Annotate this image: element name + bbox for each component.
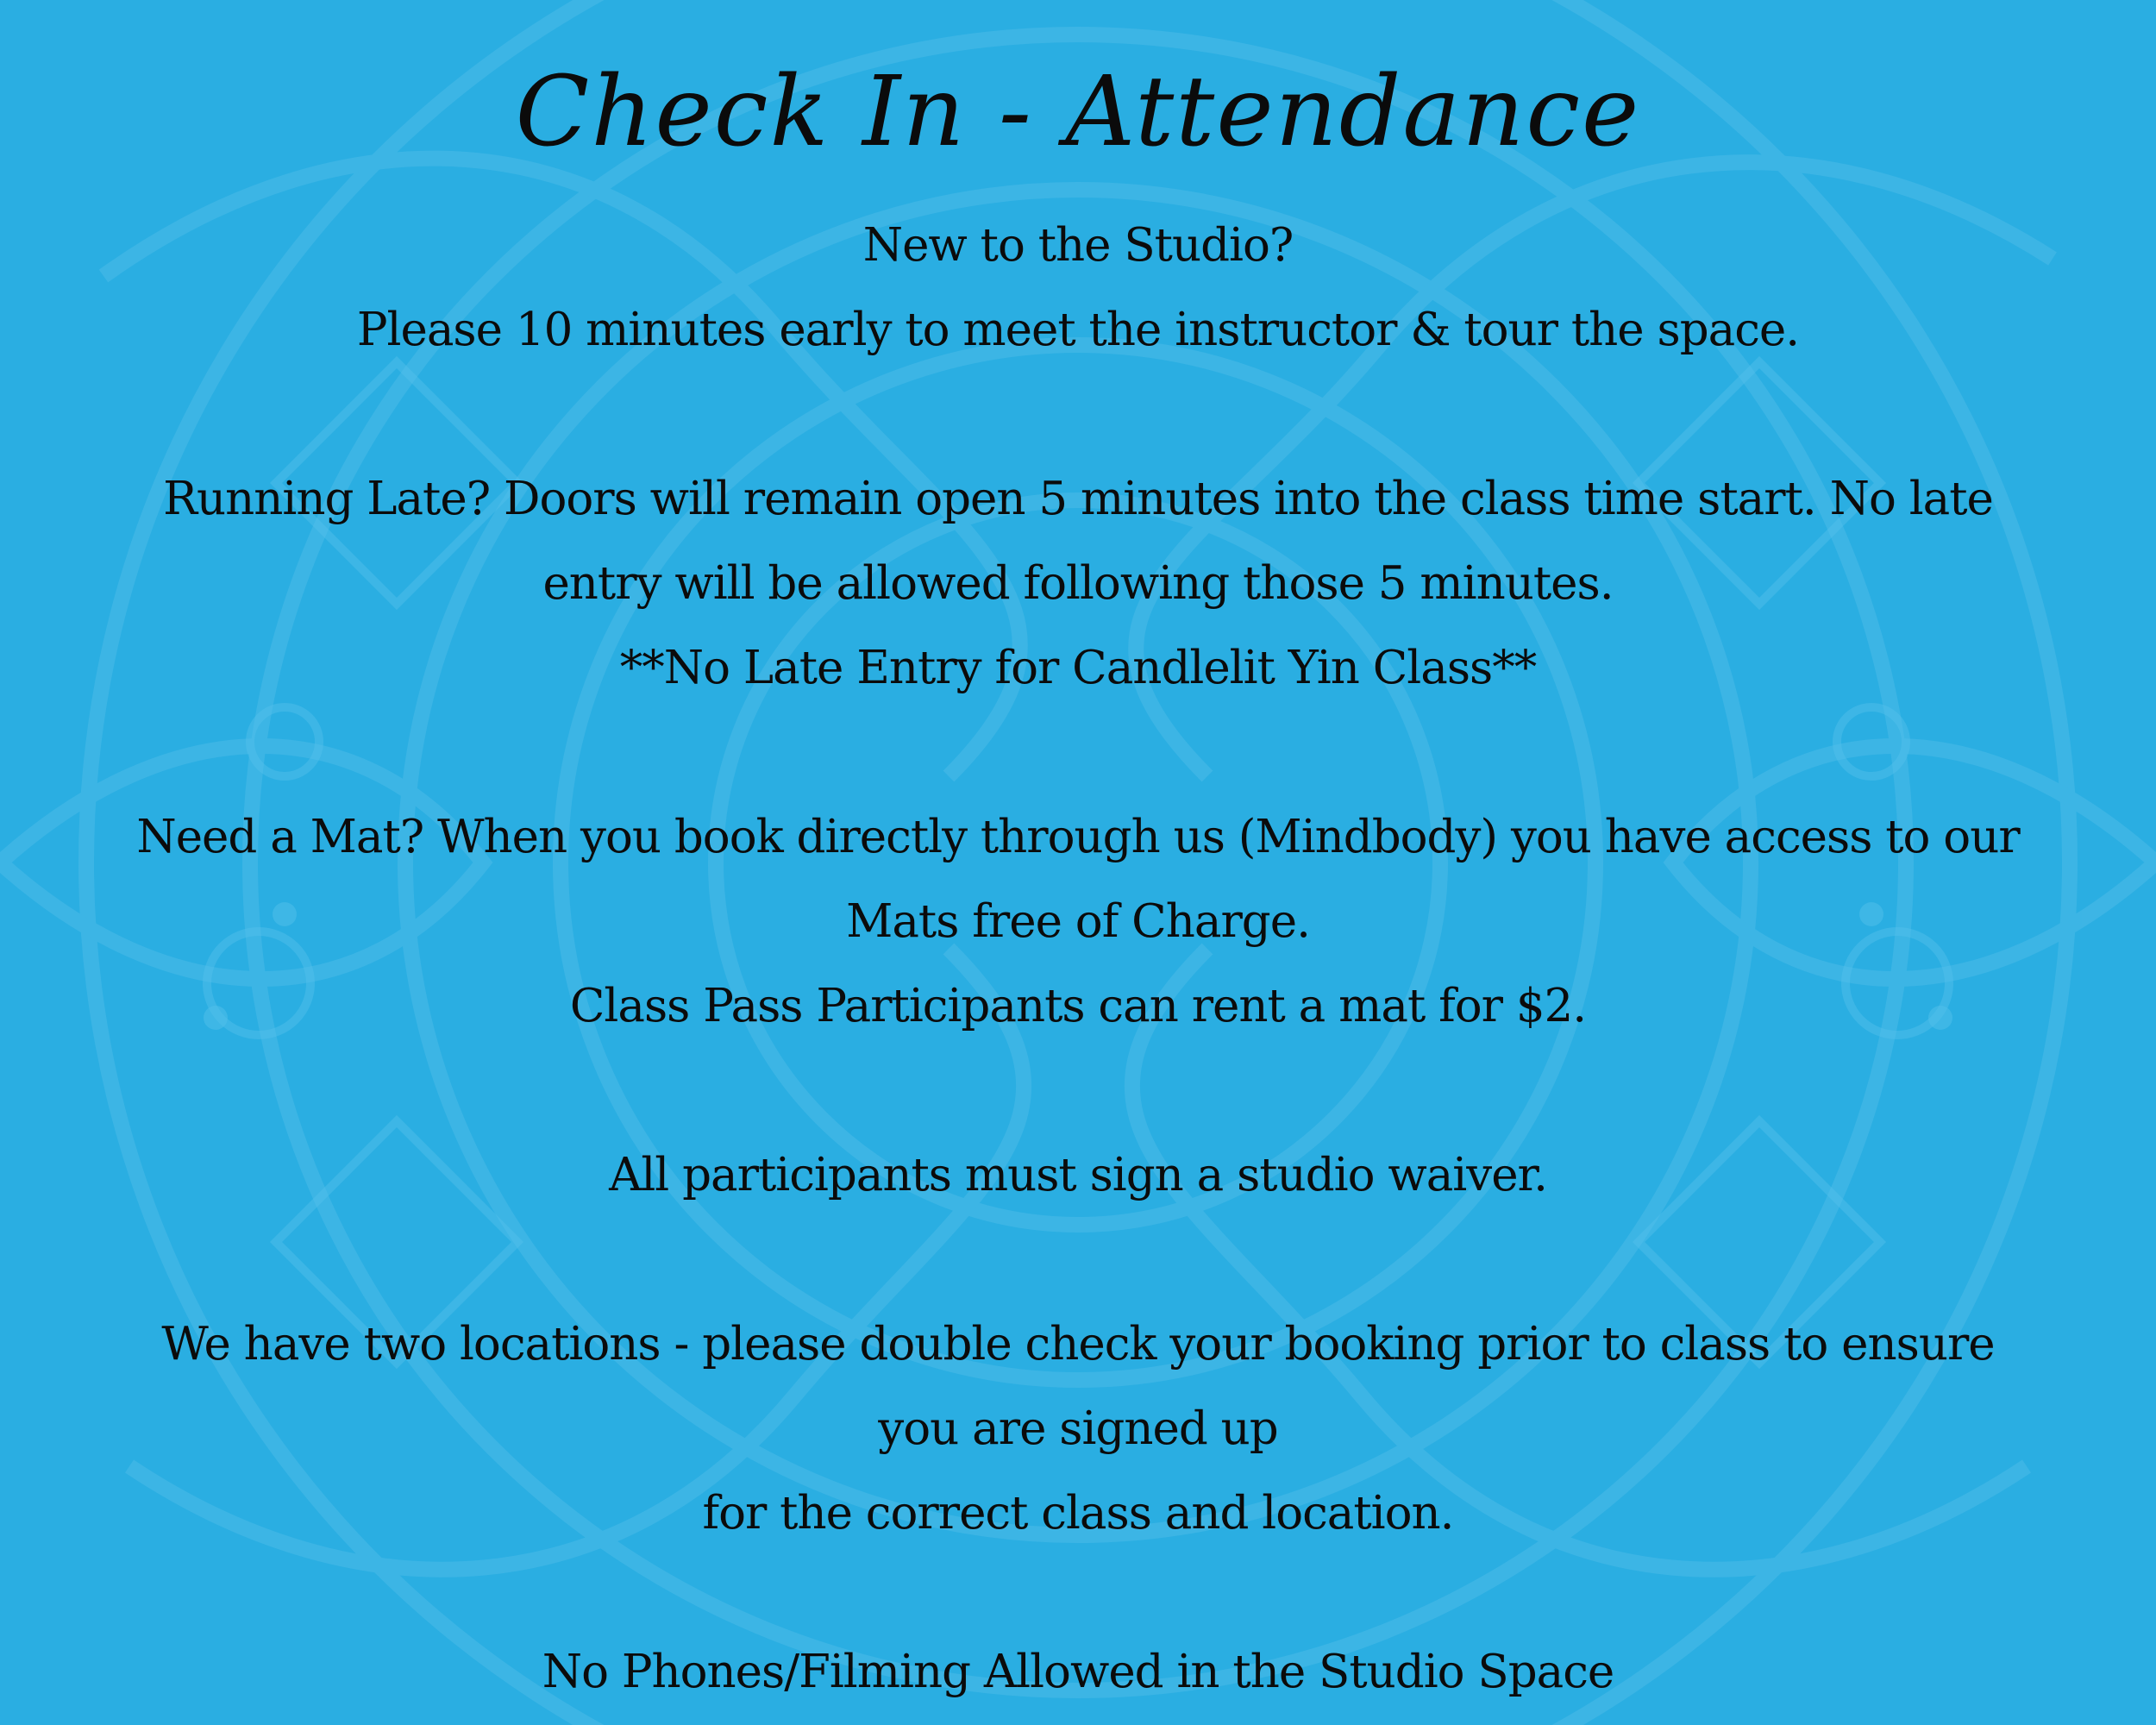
new-studio-text: Please 10 minutes early to meet the instructor & tour the space. [356, 304, 1800, 356]
waiver-text: All participants must sign a studio waiver. [609, 1149, 1547, 1201]
running-late-text-1: Running Late? Doors will remain open 5 minutes into the class time start. No late [163, 473, 1993, 525]
need-mat-text-1: Need a Mat? When you book directly through us (Mindbody) you have access to our [136, 811, 2020, 863]
need-mat-text-2: Mats free of Charge. [846, 895, 1310, 948]
locations-text-1: We have two locations - please double check your booking prior to class to ensure [161, 1318, 1995, 1371]
locations-text-3: for the correct class and location. [702, 1487, 1454, 1540]
class-pass-text: Class Pass Participants can rent a mat for $2. [569, 980, 1587, 1032]
candlelit-yin-note: **No Late Entry for Candlelit Yin Class** [619, 642, 1537, 694]
no-phones-text: No Phones/Filming Allowed in the Studio Space [542, 1646, 1614, 1698]
locations-text-2: you are signed up [878, 1402, 1278, 1455]
running-late-text-2: entry will be allowed following those 5 minutes. [542, 557, 1614, 610]
new-studio-heading: New to the Studio? [862, 219, 1294, 272]
page-title: Check In - Attendance [515, 56, 1641, 168]
